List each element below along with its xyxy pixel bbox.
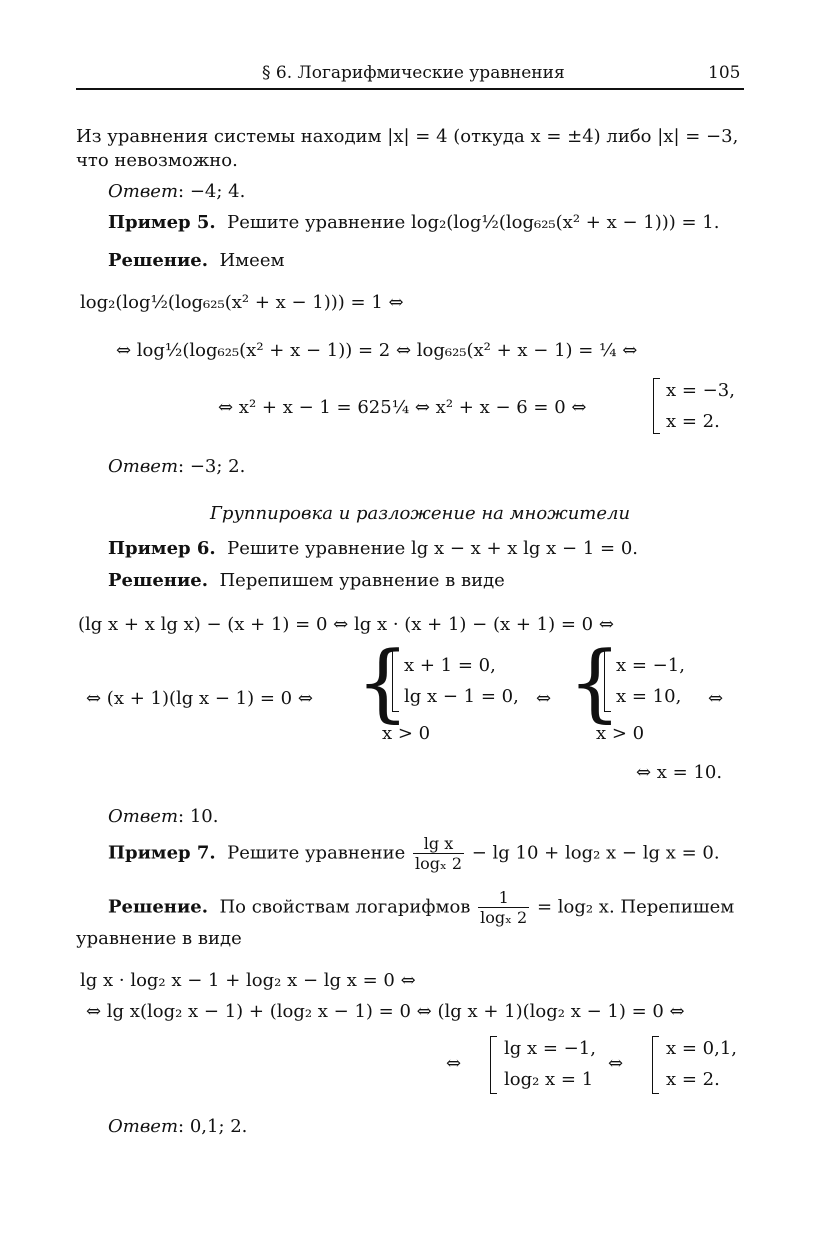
ex6-answer: [108, 806, 218, 828]
example-7-solution-line-2: уравнение в виде: [76, 928, 242, 949]
example-6-task: [108, 538, 638, 560]
set1-line-b: log₂ x = 1: [504, 1069, 594, 1090]
answer-value: : 0,1; 2.: [178, 1116, 248, 1137]
example-7-solution: [108, 888, 734, 927]
fraction-numerator: 1: [478, 888, 529, 908]
set1-line-a: lg x = −1,: [504, 1038, 596, 1059]
running-header-title: § 6. Логарифмические уравнения: [262, 63, 565, 83]
fraction: [478, 888, 529, 927]
ex5-equation-2: ⇔ log½(log₆₂₅(x² + x − 1)) = 2 ⇔ log₆₂₅(x² + x − 1) = ¼ ⇔: [116, 340, 638, 361]
intro-line-1: Из уравнения системы находим |x| = 4 (откуда x = ±4) либо |x| = −3,: [76, 126, 739, 147]
intro-answer: [108, 181, 245, 203]
ex5-equation-3: ⇔ x² + x − 1 = 625¼ ⇔ x² + x − 6 = 0 ⇔: [218, 397, 587, 418]
task-text: Решите уравнение log₂(log½(log₆₂₅(x² + x − 1))) = 1.: [227, 212, 720, 233]
alternative-bracket-3: [490, 1036, 497, 1094]
example-5-task: [108, 212, 719, 234]
system-brace-2: {: [568, 633, 622, 731]
alternative-bracket-1: [392, 650, 399, 712]
answer-value: : 10.: [178, 806, 219, 827]
sys2-line-c: x > 0: [596, 723, 645, 744]
answer-label: Ответ: [108, 1116, 179, 1137]
task-prefix: Решите уравнение: [227, 842, 406, 864]
solution-label: Решение.: [108, 896, 209, 918]
ex5-root-1: x = −3,: [666, 380, 735, 401]
alternative-bracket-2: [604, 650, 611, 712]
solution-text: Имеем: [219, 250, 285, 271]
ex7-equation-1: lg x · log₂ x − 1 + log₂ x − lg x = 0 ⇔: [80, 970, 416, 991]
ex6-iff: ⇔: [536, 688, 552, 709]
solution-label: Решение.: [108, 250, 209, 271]
ex7-equation-2: ⇔ lg x(log₂ x − 1) + (log₂ x − 1) = 0 ⇔ (lg x + 1)(log₂ x − 1) = 0 ⇔: [86, 1001, 685, 1022]
ex6-iff-2: ⇔: [708, 688, 724, 709]
example-label: Пример 7.: [108, 842, 216, 864]
section-title: Группировка и разложение на множители: [210, 503, 631, 524]
example-6-solution: [108, 570, 505, 592]
answer-label: Ответ: [108, 181, 179, 202]
ex6-equation-1: (lg x + x lg x) − (x + 1) = 0 ⇔ lg x · (x + 1) − (x + 1) = 0 ⇔: [78, 614, 614, 635]
example-label: Пример 6.: [108, 538, 216, 559]
fraction: [413, 834, 464, 873]
fraction-denominator: logₓ 2: [480, 908, 528, 928]
ex7-iff-b: ⇔: [608, 1053, 624, 1074]
ex5-equation-1: log₂(log½(log₆₂₅(x² + x − 1))) = 1 ⇔: [80, 292, 404, 313]
example-5-solution: [108, 250, 285, 272]
alternative-bracket-4: [652, 1036, 659, 1094]
ex6-equation-2: ⇔ (x + 1)(lg x − 1) = 0 ⇔: [86, 688, 313, 709]
solution-text: Перепишем уравнение в виде: [219, 570, 505, 591]
ex7-iff-a: ⇔: [446, 1053, 462, 1074]
header-rule: [76, 88, 744, 90]
answer-value: : −3; 2.: [178, 456, 246, 477]
answer-label: Ответ: [108, 806, 179, 827]
ex5-root-2: x = 2.: [666, 411, 720, 432]
solution-label: Решение.: [108, 570, 209, 591]
solution-suffix: = log₂ x. Перепишем: [536, 896, 735, 918]
task-suffix: − lg 10 + log₂ x − lg x = 0.: [471, 842, 720, 864]
sys1-line-c: x > 0: [382, 723, 431, 744]
ex5-answer: [108, 456, 245, 478]
task-text: Решите уравнение lg x − x + x lg x − 1 = 0.: [227, 538, 639, 559]
fraction-numerator: lg x: [413, 834, 464, 854]
fraction-denominator: logₓ 2: [414, 854, 463, 874]
page-number: 105: [708, 63, 741, 83]
sys1-line-a: x + 1 = 0,: [404, 655, 496, 676]
set2-line-b: x = 2.: [666, 1069, 720, 1090]
system-brace-1: {: [356, 633, 410, 731]
answer-value: : −4; 4.: [178, 181, 246, 202]
answer-label: Ответ: [108, 456, 179, 477]
example-7-task: [108, 834, 720, 873]
set2-line-a: x = 0,1,: [666, 1038, 738, 1059]
example-label: Пример 5.: [108, 212, 216, 233]
sys2-line-b: x = 10,: [616, 686, 682, 707]
ex6-equation-3: ⇔ x = 10.: [636, 762, 723, 783]
sys2-line-a: x = −1,: [616, 655, 685, 676]
intro-line-2: что невозможно.: [76, 150, 238, 171]
ex7-answer: [108, 1116, 247, 1138]
sys1-line-b: lg x − 1 = 0,: [404, 686, 519, 707]
alternative-bracket: [653, 378, 660, 434]
solution-text: По свойствам логарифмов: [219, 896, 471, 918]
